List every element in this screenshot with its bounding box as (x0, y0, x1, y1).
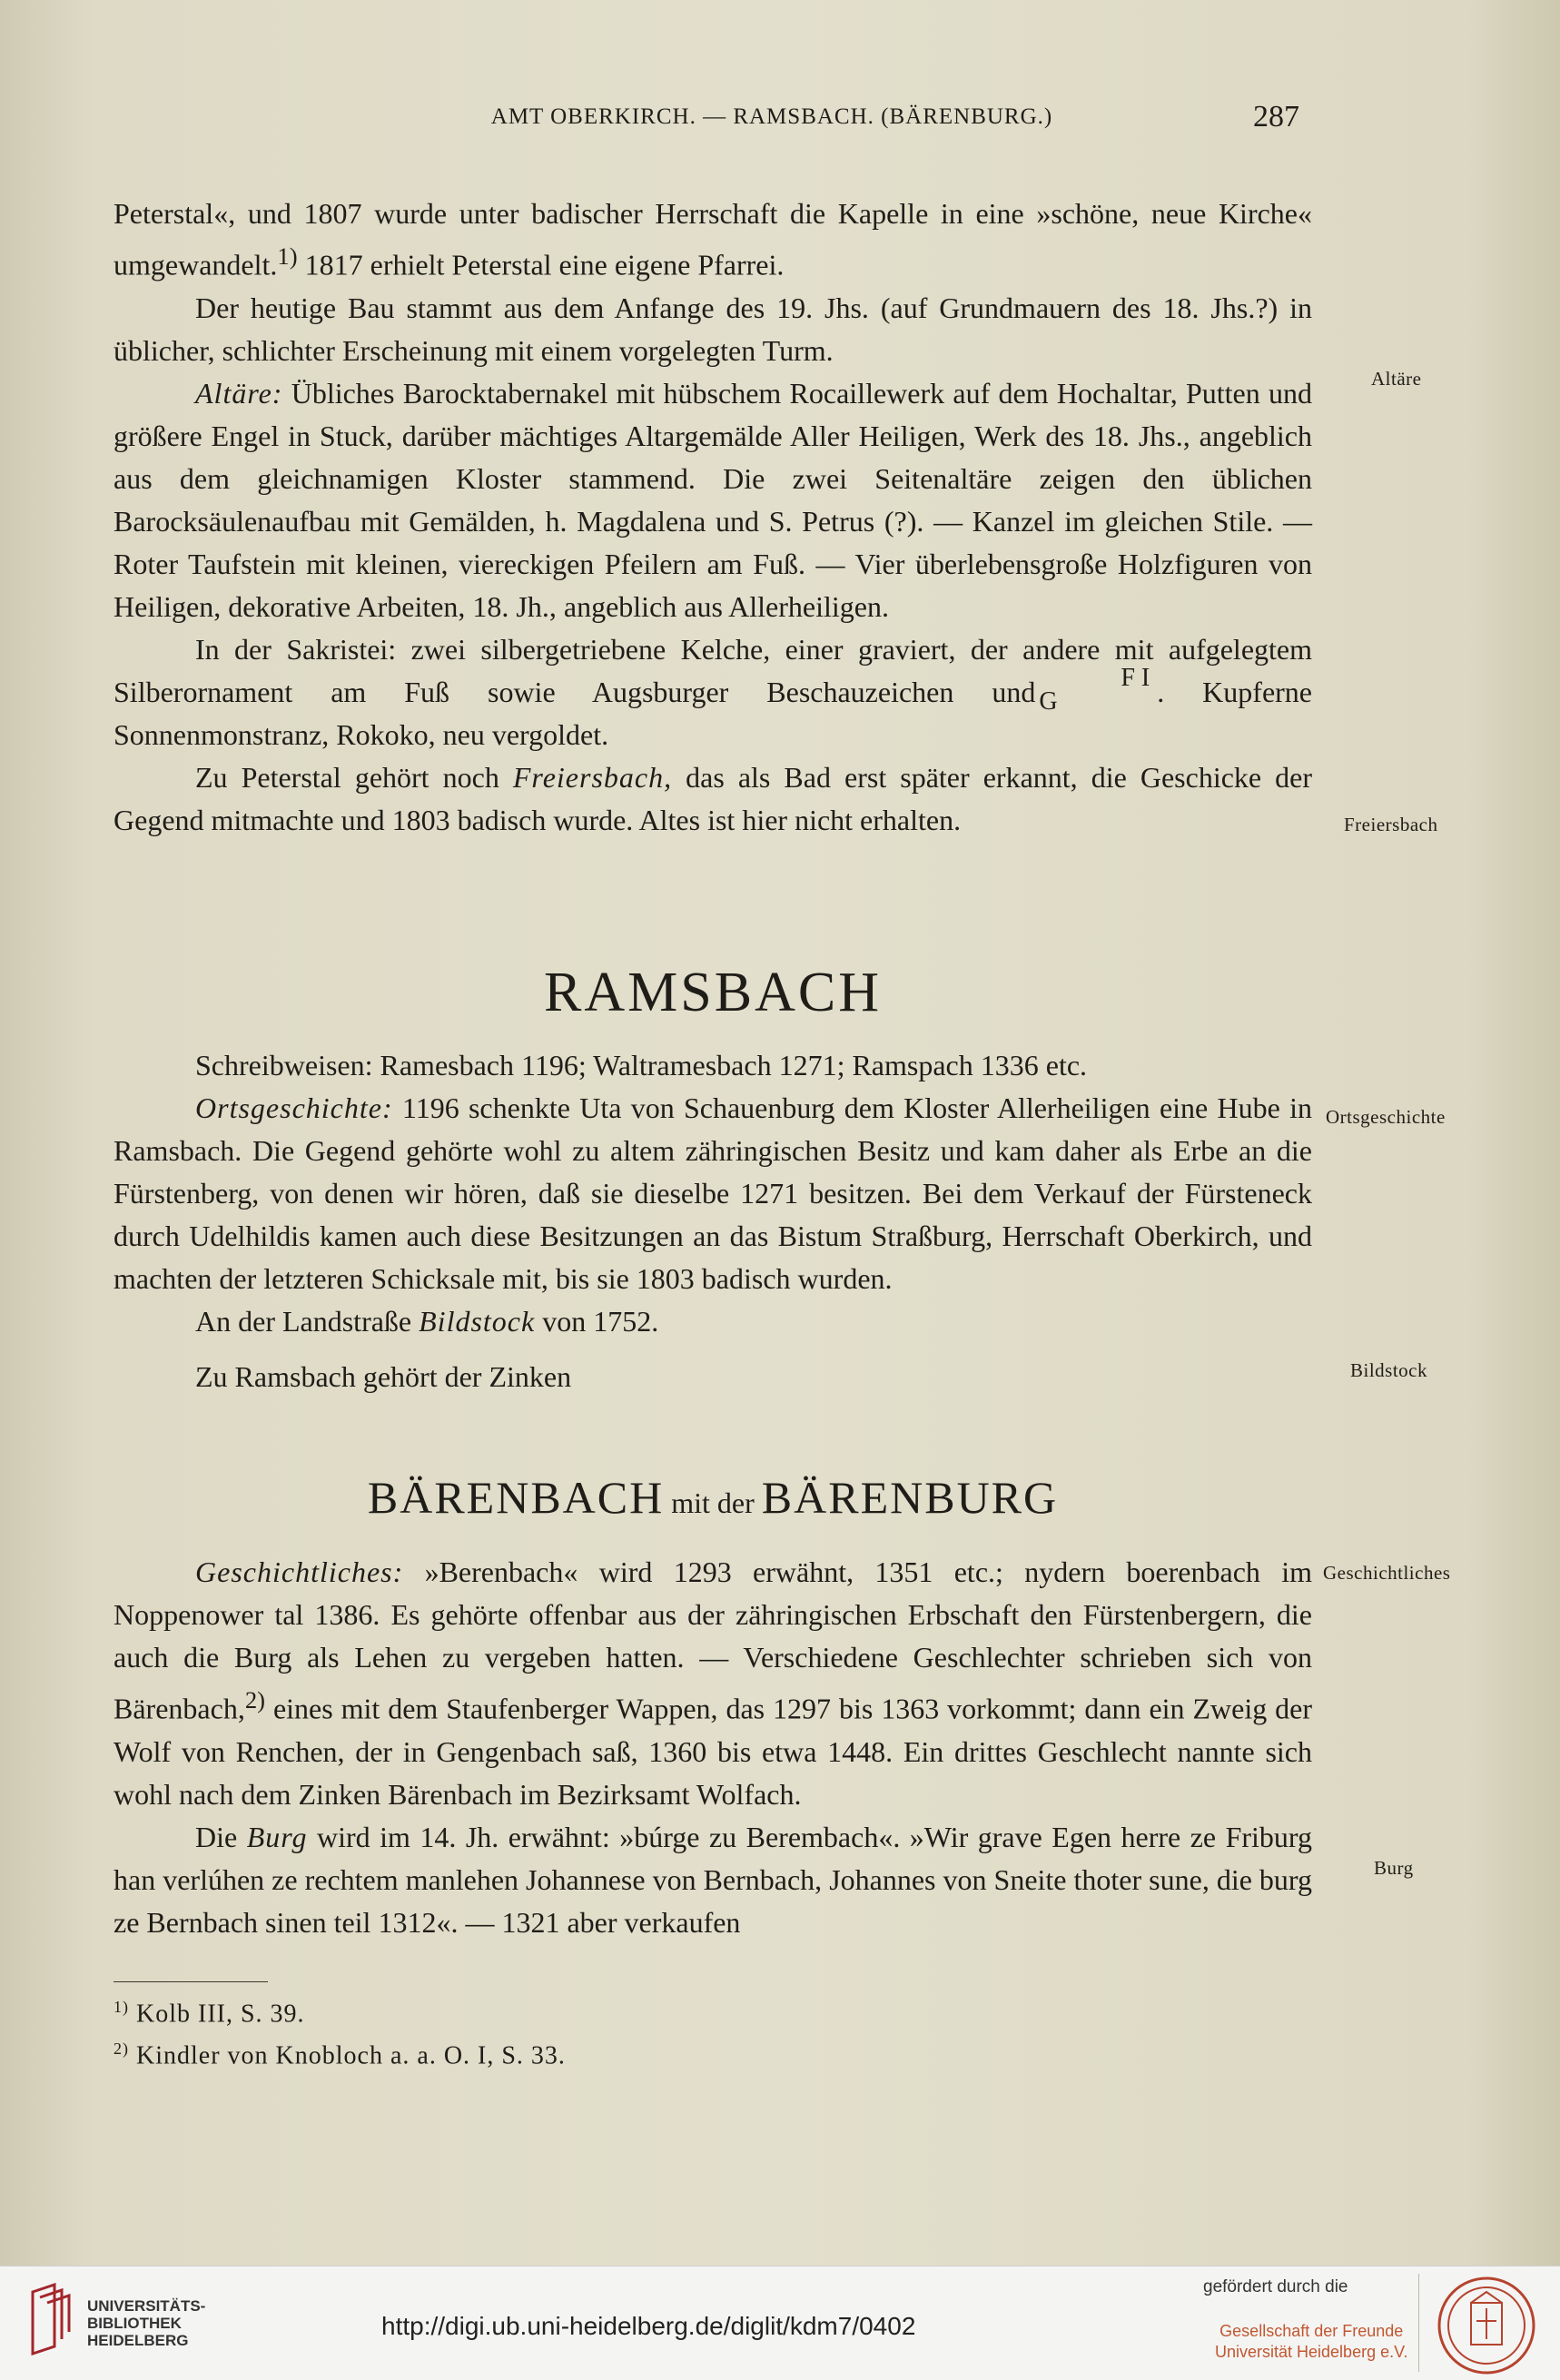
paragraph-ortsgeschichte: Ortsgeschichte: 1196 schenkte Uta von Schauenburg dem Kloster Allerheiligen eine Hube in Ramsbach. Die Gegend gehörte wohl zu altem zähringischen Besitz und kam daher als Erbe an die Fürstenberg, von denen wir hören, daß sie dieselbe 1271 besitzen. Bei dem Verkauf der Fürsteneck durch Udelhildis kamen auch diese Besitzungen an das Bistum Straßburg, Herrschaft Oberkirch, und machten der letzteren Schicksale mit, bis sie 1803 badisch wurden. (114, 1091, 1312, 1295)
footnote-rule (114, 1981, 268, 1982)
library-name[interactable]: UNIVERSITÄTS- BIBLIOTHEK HEIDELBERG (87, 2297, 206, 2349)
ramsbach-section (114, 1044, 1312, 1398)
heading-baerenbach: BÄRENBACH mit der BÄRENBURG (367, 1472, 1059, 1523)
paragraph-zinken: Zu Ramsbach gehört der Zinken (195, 1360, 572, 1393)
paragraph-freiersbach: Zu Peterstal gehört noch Freiersbach, das als Bad erst später erkannt, die Geschicke der Gegend mitmachte und 1803 badisch wurde. Altes ist hier nicht erhalten. (114, 761, 1313, 837)
paragraph-burg: Die Burg wird im 14. Jh. erwähnt: »búrge zu Berembach«. »Wir grave Egen herre ze Friburg han verlúhen ze rechtem manlehen Johannese von Bernbach, Johannes von Sneite thoter sune, die burg ze Bernbach sinen teil 1312«. — 1321 aber verkaufen (114, 1820, 1313, 1939)
page-number: 287 (1253, 100, 1299, 133)
ub-heidelberg-logo-icon[interactable] (27, 2283, 78, 2355)
footer-divider (1418, 2274, 1419, 2372)
running-head: AMT OBERKIRCH. — RAMSBACH. (BÄRENBURG.) (490, 104, 1053, 129)
viewer-footer (0, 2266, 1560, 2380)
margin-note-freiersbach: Freiersbach (1344, 814, 1438, 835)
footnote-1: $^{1)}$ Kolb III, S. 39. (114, 1998, 305, 2029)
footnote-ref-1[interactable]: 1) (277, 242, 298, 270)
paragraph-altaere: Altäre: Übliches Barocktabernakel mit hübschem Rocaillewerk auf dem Hochaltar, Putten und größere Engel in Stuck, darüber mächtiges Altargemälde Aller Heiligen, Werk des 18. Jhs., angeblich aus dem gleichnamigen Kloster stammend. Die zwei Seitenaltäre zeigen den üblichen Barocksäulenaufbau mit Gemälden, h. Magdalena und S. Petrus (?). — Kanzel im gleichen Stile. — Roter Taufstein mit kleinen, viereckigen Pfeilern am Fuß. — Vier überlebensgroße Holzfiguren von Heiligen, dekorative Arbeiten, 18. Jh., angeblich aus Allerheiligen. (114, 376, 1312, 623)
sponsor-label: gefördert durch die (1203, 2277, 1348, 2296)
paragraph-sakristei: In der Sakristei: zwei silbergetriebene Kelche, einer graviert, der andere mit aufgelegtem Silberornament am Fuß sowie Augsburger Beschauzeichen und F I G . Kupferne Sonnenmonstranz, Rokoko, neu vergoldet. (114, 632, 1313, 752)
baerenbach-section (114, 1551, 1312, 1944)
paragraph-bildstock: An der Landstraße Bildstock von 1752. (195, 1305, 659, 1338)
top-section (114, 193, 1312, 842)
paragraph-peterstal: Peterstal«, und 1807 wurde unter badischer Herrschaft die Kapelle in eine »schöne, neue Kirche« umgewandelt.$^{1)}$ 1817 erhielt Peterstal eine eigene Pfarrei. (114, 197, 1312, 281)
margin-note-ortsgeschichte: Ortsgeschichte (1326, 1106, 1446, 1128)
university-seal-icon[interactable] (1437, 2276, 1536, 2375)
margin-note-burg: Burg (1374, 1857, 1414, 1879)
heading-ramsbach: RAMSBACH (544, 962, 882, 1023)
permalink-url[interactable]: http://digi.ub.uni-heidelberg.de/diglit/kdm7/0402 (381, 2312, 916, 2340)
footnote-2: $^{2)}$ Kindler von Knobloch a. a. O. I, S. 33. (114, 2039, 566, 2070)
paragraph-heutige-bau: Der heutige Bau stammt aus dem Anfange des 19. Jhs. (auf Grundmauern des 18. Jhs.?) in üblicher, schlichter Erscheinung mit einem vorgelegten Turm. (114, 291, 1312, 367)
margin-note-geschichtliches: Geschichtliches (1323, 1562, 1451, 1584)
paragraph-geschichtliches: Geschichtliches: »Berenbach« wird 1293 erwähnt, 1351 etc.; nydern boerenbach im Noppenower tal 1386. Es gehörte offenbar aus der zähringischen Erbschaft den Fürstenbergern, die auch die Burg als Lehen zu vergeben hatten. — Verschiedene Geschlechter schrieben sich von Bärenbach,$^{2)}$ eines mit dem Staufenberger Wappen, das 1297 bis 1363 vorkommt; dann ein Zweig der Wolf von Renchen, der in Gengenbach saß, 1360 bis etwa 1448. Ein drittes Geschlecht nannte sich wohl nach dem Zinken Bärenbach im Bezirksamt Wolfach. (114, 1555, 1312, 1811)
footnote-ref-2[interactable]: 2) (244, 1686, 266, 1713)
hallmark-monogram: F I G (1039, 664, 1150, 716)
margin-note-bildstock: Bildstock (1350, 1359, 1428, 1381)
margin-note-altaere: Altäre (1371, 368, 1422, 390)
paragraph-schreibweisen: Schreibweisen: Ramesbach 1196; Waltramesbach 1271; Ramspach 1336 etc. (195, 1049, 1088, 1081)
society-name[interactable]: Gesellschaft der Freunde Universität Heidelberg e.V. (1215, 2322, 1408, 2361)
